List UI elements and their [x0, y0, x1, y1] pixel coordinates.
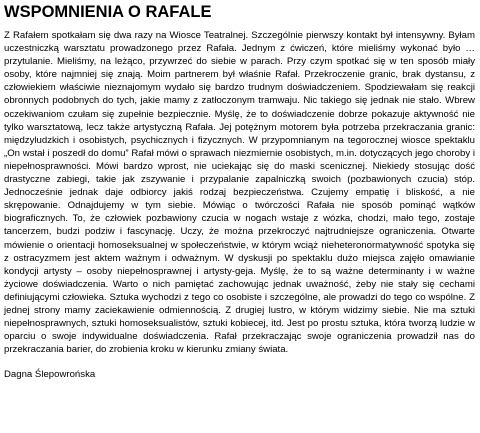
- page-title: WSPOMNIENIA O RAFALE: [4, 3, 212, 21]
- body-paragraph: Z Rafałem spotkałam się dwa razy na Wiosce Teatralnej. Szczególnie pierwszy kontakt był intensywny. Byłam uczestniczką warsztatu prowadzonego przez Rafała. Jednym z ćwiczeń, które mieliśmy wykonać było … przytulanie. Mieliśmy, na leżąco, przywrzeć do siebie w parach. Przy czym spotkać się w ten sposób miały osoby, które najmniej się znają. Moim partnerem był właśnie Rafał. Przekroczenie granic, brak dystansu, z człowiekiem właściwie nieznajomym wydało się bardzo trudnym doświadczeniem. Spodziewałam się reakcji obronnych podobnych do tych, jakie mamy z zatłoczonym tramwaju. Nic takiego się jednak nie stało. Wbrew oczekiwaniom czułam się zupełnie bezpiecznie. Myślę, że to doświadczenie dobrze pokazuje aktywność nie tylko warsztatową, lecz także artystyczną Rafała. Jej potężnym motorem była potrzeba przekraczania granic: międzyludzkich i osobistych, psychicznych i fizycznych. W przypomnianym na tegorocznej wiosce spektaklu „On wstał i poszedł do domu” Rafał mówi o sprawach niezmiernie osobistych, m.in. dotyczących jego choroby i niepełnosprawności. Mówi bardzo wprost, nie uciekając się do maski scenicznej. Niekiedy stosując dość drastyczne zabiegi, takie jak zszywanie i przypalanie zapalniczką swoich (pozbawionych czucia) stóp. Jednocześnie jednak daje odbiorcy jakiś rodzaj bezpieczeństwa. Czujemy empatię i bliskość, a nie skrępowanie. Odnajdujemy w tym siebie. Mówiąc o twórczości Rafała nie sposób pominąć wątków biograficznych. To, że człowiek pozbawiony czucia w nogach wstaje z wózka, chodzi, mało tego, zostaje tancerzem, budzi podziw i fascynację. Uczy, że można przekroczyć najtrudniejsze ograniczenia. Otwarte mówienie o orientacji homoseksualnej w społeczeństwie, w którym wciąż nieheteronormatywność spotyka się z ostracyzmem jest aktem ważnym i odważnym. W dyskusji po spektaklu dużo miejsca zajęło omawianie kondycji artysty – osoby niepełnosprawnej i artysty-geja. Myślę, że to są ważne determinanty i w ważne życiowe doświadczenia. Warto o nich pamiętać zachowując jednak uważność, żeby nie stały się cechami definiującymi człowieka. Sztuka wychodzi z tego co osobiste i szczególne, ale prowadzi do tego co wspólne. Z jednej strony mamy zaciekawienie odmiennością. Z drugiej lustro, w którym widzimy siebie. Nie ma sztuki niepełnosprawnych, sztuki homoseksualistów, sztuki kobiecej, itd. Jest po prostu sztuka, która tworzą ludzie w oparciu o swoje indywidualne doświadczenia. Rafał przekraczając swoje ograniczenia prowadził nas do przekraczania barier, do zrobienia kroku w kierunku zmiany świata.: [4, 30, 475, 356]
- author-signature: Dagna Ślepowrońska: [4, 369, 96, 381]
- document-page: [4, 2, 475, 381]
